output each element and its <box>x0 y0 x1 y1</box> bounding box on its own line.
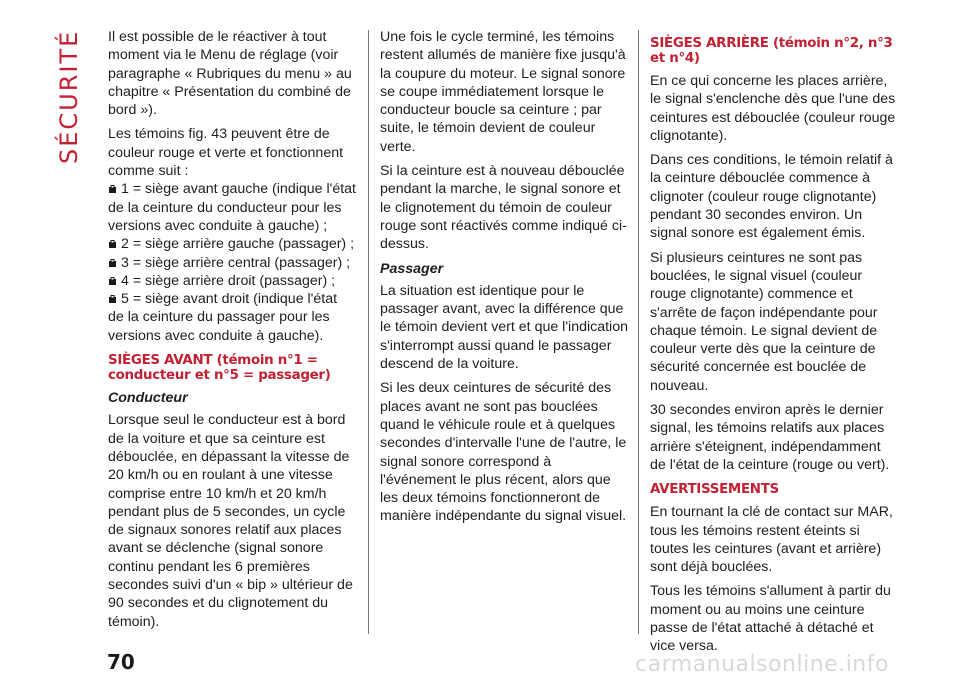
paragraph: La situation est identique pour le passager avant, avec la différence que le témoin devient vert et que l'indication s'interrompt aussi quand le passager descend de la voiture. <box>380 282 628 373</box>
section-heading: SIÈGES ARRIÈRE (témoin n°2, n°3 et n°4) <box>650 36 893 66</box>
seatbelt-icon <box>108 239 117 249</box>
subheading: Conducteur <box>108 390 188 407</box>
seatbelt-icon <box>108 276 117 286</box>
column-1 <box>108 28 356 637</box>
seatbelt-icon <box>108 294 117 304</box>
seatbelt-icon <box>108 184 117 194</box>
paragraph: Si les deux ceintures de sécurité des places avant ne sont pas bouclées quand le véhicule roule et à quelques secondes d'intervalle l'une de l'autre, le signal sonore correspond à l'événement le plus récent, alors que les deux témoins fonctionneront de manière indépendante du signal visuel. <box>380 380 627 525</box>
list-item: 1 = siège avant gauche (indique l'état de la ceinture du conducteur pour les versions avec conduite à gauche) ; <box>108 181 357 234</box>
watermark: carmanualsonline.info <box>635 652 889 677</box>
paragraph: Les témoins fig. 43 peuvent être de couleur rouge et verte et fonctionnent comme suit : <box>108 126 344 180</box>
seatbelt-icon <box>108 258 117 268</box>
subheading: Passager <box>380 260 444 277</box>
section-heading: SIÈGES AVANT (témoin n°1 = conducteur et n°5 = passager) <box>108 353 331 384</box>
paragraph: Une fois le cycle terminé, les témoins restent allumés de manière fixe jusqu'à la coupure du moteur. Le signal sonore se coupe immédiatement lorsque le conducteur boucle sa ceinture ; par suite, le témoin devient de couleur verte. <box>380 29 626 155</box>
section-heading: AVERTISSEMENTS <box>650 482 779 498</box>
list-item: 5 = siège avant droit (indique l'état de la ceinture du passager pour les versions avec conduite à gauche). <box>108 291 338 344</box>
column-divider <box>638 30 639 634</box>
paragraph: Lorsque seul le conducteur est à bord de la voiture et que sa ceinture est débouclée, en dépassant la vitesse de 20 km/h ou en roulant à une vitesse comprise entre 10 km/h et 20 km/h pendant plus de 5 secondes, un cycle de signaux sonores relatif aux places avant se déclenche (signal sonore continu pendant les 6 premières secondes suivi d'un « bip » ultérieur de 90 secondes et du clignotement du témoin). <box>108 412 353 630</box>
paragraph: Dans ces conditions, le témoin relatif à la ceinture débouclée commence à clignoter (couleur rouge clignotante) pendant 30 secondes environ. Un signal sonore est également émis. <box>650 152 893 242</box>
paragraph: Si la ceinture est à nouveau débouclée pendant la marche, le signal sonore et le clignotement du témoin de couleur rouge sont réactivés comme indiqué ci-dessus. <box>380 163 627 253</box>
column-divider <box>368 30 369 634</box>
column-2 <box>380 28 630 532</box>
list-item: 3 = siège arrière central (passager) ; <box>108 254 356 272</box>
section-title: SÉCURITÉ <box>55 30 83 165</box>
paragraph: Tous les témoins s'allument à partir du moment ou au moins une ceinture passe de l'état attaché à détaché et vice versa. <box>650 583 891 655</box>
paragraph: Il est possible de le réactiver à tout moment via le Menu de réglage (voir paragraphe « Rubriques du menu » au chapitre « Présentation du combiné de bord »). <box>108 29 352 119</box>
list-item: 4 = siège arrière droit (passager) ; <box>108 272 356 290</box>
paragraph: 30 secondes environ après le dernier signal, les témoins relatifs aux places arrière s'éteignent, indépendamment de l'état de la ceinture (rouge ou vert). <box>650 402 890 473</box>
paragraph: En ce qui concerne les places arrière, le signal s'enclenche dès que l'une des ceintures est débouclée (couleur rouge clignotante). <box>650 73 896 144</box>
paragraph: Si plusieurs ceintures ne sont pas bouclées, le signal visuel (couleur rouge clignotante) commence et s'arrête de façon indépendante pour chaque témoin. Le signal devient de couleur verte dès que la ceinture de sécurité concernée est bouclée de nouveau. <box>650 249 878 394</box>
page-number: 70 <box>107 650 135 674</box>
paragraph: En tournant la clé de contact sur MAR, tous les témoins restent éteints si toutes les ceintures (avant et arrière) sont déjà bouclées. <box>650 504 893 576</box>
list-item: 2 = siège arrière gauche (passager) ; <box>108 235 356 253</box>
column-3 <box>650 28 900 662</box>
